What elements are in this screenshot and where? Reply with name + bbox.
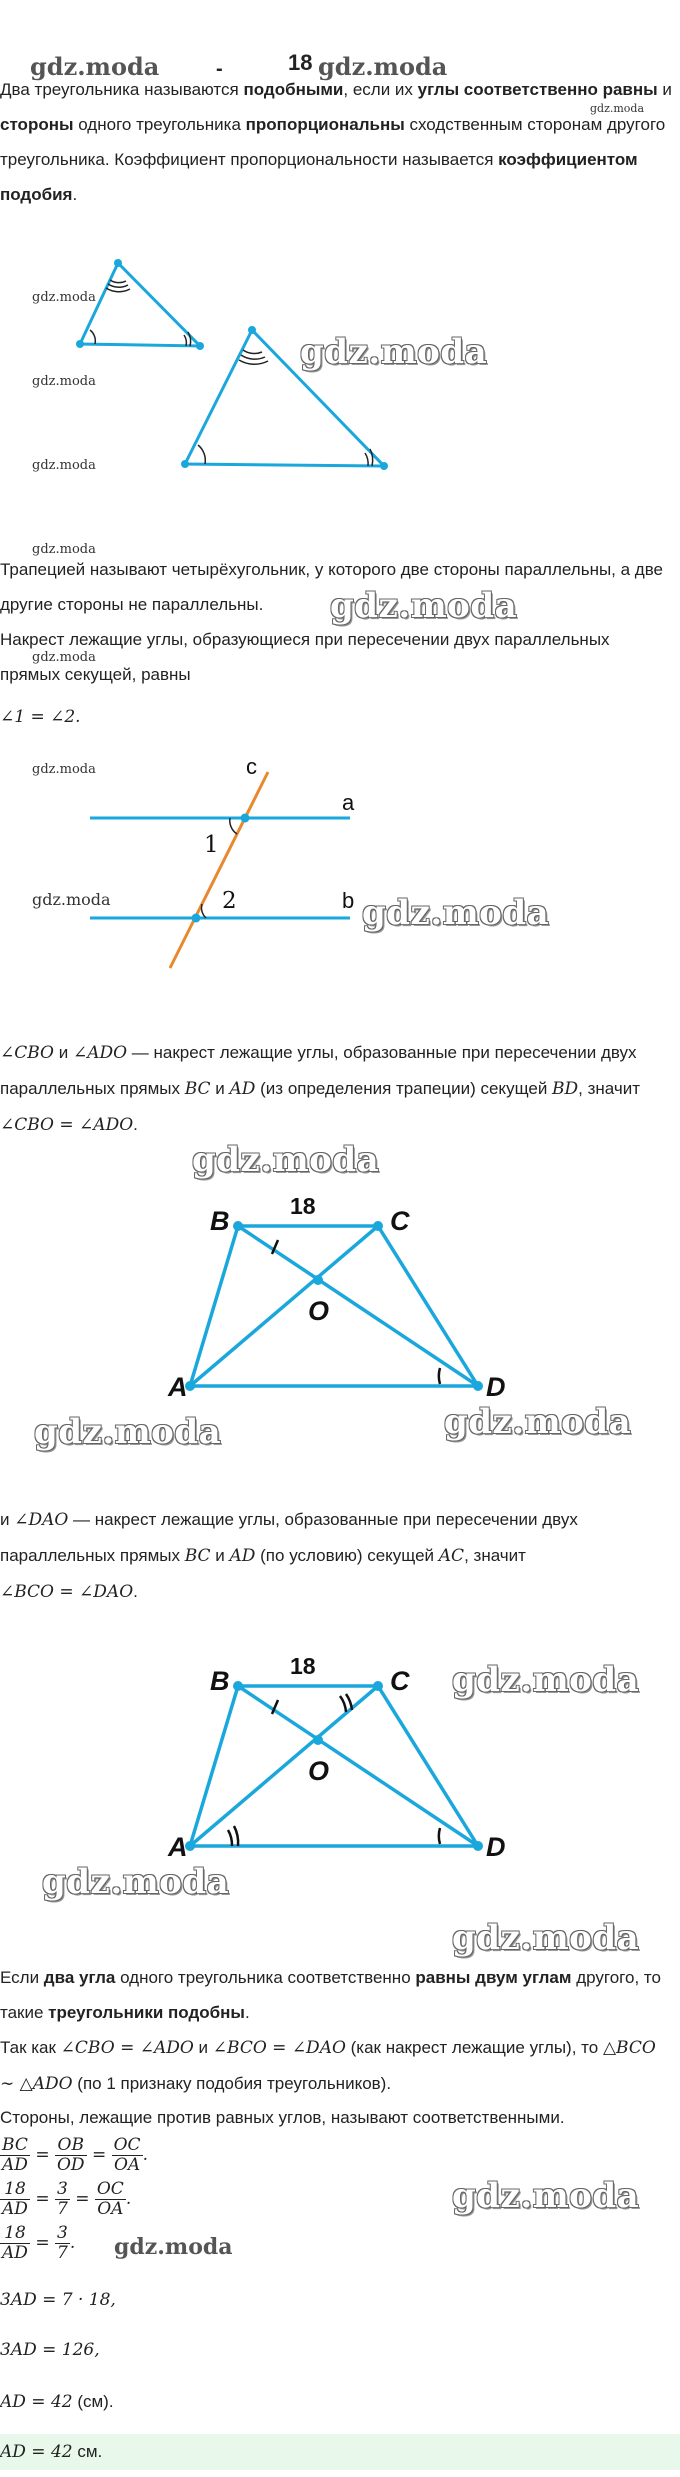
dash-mark: - — [216, 58, 223, 80]
text: Если — [0, 1968, 44, 1987]
watermark: gdz.moda — [192, 1140, 380, 1180]
text: — накрест лежащие углы, образованные при пересечении двух параллельных прямых — [0, 1043, 637, 1098]
fraction — [95, 2180, 126, 2219]
watermark: gdz.moda — [32, 374, 96, 389]
bold-term: стороны — [0, 115, 74, 134]
watermark: gdz.moda — [34, 1412, 222, 1452]
watermark: gdz.moda — [362, 893, 550, 933]
period: . — [125, 2189, 132, 2209]
fraction — [55, 2224, 70, 2263]
numerator: 3 — [56, 2179, 68, 2199]
step1-explanation — [0, 1035, 672, 1143]
vertex-label-c: C — [390, 1666, 410, 1696]
text: , значит — [578, 1079, 641, 1098]
numerator: 18 — [0, 2180, 30, 2200]
line-label-c: c — [246, 754, 257, 779]
fraction — [0, 2224, 30, 2263]
bold-term: подобными — [243, 80, 344, 99]
watermark: gdz.moda — [444, 1402, 632, 1442]
fraction — [0, 2136, 30, 2175]
equation-line-5: 3AD = 126, — [0, 2340, 100, 2360]
numerator: 18 — [0, 2224, 30, 2244]
math: ∠BCO = ∠DAO — [212, 2038, 346, 2058]
watermark: gdz.moda — [452, 1660, 640, 1700]
math: BD — [552, 1079, 579, 1099]
fraction — [112, 2136, 143, 2175]
vertex-label-a: A — [168, 1832, 188, 1862]
watermark: gdz.moda — [452, 2176, 640, 2216]
watermark: gdz.moda — [42, 1862, 230, 1902]
math: BC — [184, 1079, 211, 1099]
denominator: AD — [2, 2243, 28, 2263]
watermark: gdz.moda — [32, 650, 96, 665]
denominator: AD — [2, 2155, 28, 2175]
vertex-label-b: B — [210, 1206, 230, 1236]
ratio-equation-3 — [0, 2224, 75, 2263]
step2-explanation — [0, 1502, 672, 1610]
text: (как накрест лежащие углы), то — [345, 2038, 603, 2057]
watermark: gdz.moda — [452, 1918, 640, 1958]
math: ∠CBO — [0, 1043, 54, 1063]
period: . — [69, 2233, 76, 2253]
bold-term: коэффициентом подобия — [0, 150, 638, 204]
watermark: gdz.moda — [300, 332, 488, 372]
side-length-label: 18 — [290, 1193, 316, 1219]
vertex-label-d: D — [486, 1832, 506, 1862]
text: , если их — [343, 80, 418, 99]
angle-label-2: 2 — [222, 888, 237, 914]
parallel-lines-figure — [0, 750, 680, 970]
numerator: 3 — [56, 2223, 68, 2243]
numerator: OC — [96, 2179, 124, 2199]
text: другого, то такие — [0, 1968, 661, 2022]
watermark: gdz.moda — [32, 290, 96, 305]
math: AD = 42 — [0, 2392, 73, 2412]
watermark: gdz.moda — [30, 52, 160, 81]
text: . — [72, 185, 78, 204]
math: ∠CBO = ∠ADO — [0, 1115, 134, 1135]
alternate-angles-definition: Накрест лежащие углы, образующиеся при пересечении двух параллельных прямых секущей, равны — [0, 630, 610, 684]
equals-sign: = — [75, 2189, 90, 2209]
math: BC — [184, 1546, 211, 1566]
equals-sign: = — [35, 2189, 50, 2209]
denominator: AD — [2, 2199, 28, 2219]
watermark: gdz.moda — [330, 586, 518, 626]
angle-label-1: 1 — [204, 832, 219, 858]
bold-term: два угла — [43, 1968, 116, 1987]
watermark: gdz.moda — [590, 102, 645, 115]
similarity-definition — [0, 72, 672, 212]
vertex-label-d: D — [486, 1372, 506, 1402]
watermark: gdz.moda — [114, 2234, 233, 2260]
fraction — [55, 2180, 70, 2219]
watermark: gdz.moda — [32, 890, 111, 909]
denominator: OD — [56, 2155, 85, 2175]
denominator: OA — [97, 2199, 124, 2219]
watermark: gdz.moda — [32, 762, 96, 777]
math: ∠BCO = ∠DAO — [0, 1582, 134, 1602]
ratio-equation-2 — [0, 2180, 131, 2219]
numerator: OB — [55, 2136, 87, 2156]
text: Так как — [0, 2038, 61, 2057]
text: сходственным сторонам другого треугольника. Коэффициент пропорциональности называется — [0, 115, 666, 169]
vertex-label-c: C — [390, 1206, 410, 1236]
similarity-criterion — [0, 1960, 672, 2030]
text: и — [210, 1079, 230, 1098]
vertex-label-o: O — [308, 1756, 330, 1786]
bold-term: углы соответственно равны — [417, 80, 658, 99]
equals-sign: = — [91, 2145, 107, 2165]
text: одного треугольника — [73, 115, 246, 134]
numerator: BC — [0, 2136, 30, 2156]
text: и — [0, 1510, 15, 1529]
fraction — [55, 2136, 87, 2175]
fraction — [0, 2180, 30, 2219]
math: AD — [229, 1546, 256, 1566]
text: и — [193, 2038, 213, 2057]
ratio-equation-1 — [0, 2136, 148, 2175]
math: AD — [229, 1079, 256, 1099]
text: . — [244, 2003, 250, 2022]
watermark: gdz.moda — [32, 542, 96, 557]
text: (по условию) секущей — [255, 1546, 439, 1565]
unit: (см). — [72, 2392, 114, 2411]
similarity-conclusion — [0, 2030, 672, 2102]
equals-sign: = — [35, 2145, 50, 2165]
unit: см. — [72, 2442, 103, 2461]
equation-line-4: 3AD = 7 · 18, — [0, 2290, 116, 2310]
text: . — [133, 1115, 138, 1134]
math: ∠CBO = ∠ADO — [60, 2038, 194, 2058]
text: — накрест лежащие углы, образованные при пересечении двух параллельных прямых — [0, 1510, 578, 1565]
math: ∠ADO — [72, 1043, 128, 1063]
trapezoid-definition: Трапецией называют четырёхугольник, у которого две стороны параллельны, а две другие стороны не параллельны. — [0, 560, 664, 614]
line-label-b: b — [342, 888, 355, 913]
equation-line-6 — [0, 2392, 114, 2412]
math: AD = 42 — [0, 2442, 73, 2462]
bold-term: пропорциональны — [245, 115, 405, 134]
angles-equation: ∠1 = ∠2. — [0, 707, 81, 727]
final-answer — [0, 2442, 102, 2462]
task-number: 18 — [288, 50, 313, 75]
text: Два треугольника называются — [0, 80, 244, 99]
text: и — [657, 80, 672, 99]
text: , значит — [464, 1546, 526, 1565]
math: △BCO ∼ △ADO — [0, 2038, 656, 2094]
text: (по 1 признаку подобия треугольников). — [72, 2074, 392, 2093]
text: и — [210, 1546, 230, 1565]
text: (из определения трапеции) секущей — [255, 1079, 553, 1098]
denominator: OA — [113, 2155, 141, 2175]
trapezoid-figure-1 — [0, 1180, 680, 1420]
vertex-label-a: A — [168, 1372, 188, 1402]
period: . — [142, 2145, 148, 2165]
bold-term: равны двум углам — [415, 1968, 572, 1987]
denominator: 7 — [56, 2199, 68, 2219]
text: . — [133, 1582, 138, 1601]
text: и — [54, 1043, 73, 1062]
line-label-a: a — [342, 790, 355, 815]
bold-term: треугольники подобны — [48, 2003, 245, 2022]
numerator: OC — [113, 2135, 141, 2155]
watermark: gdz.moda — [318, 52, 448, 81]
corresponding-sides-note: Стороны, лежащие против равных углов, называют соответственными. — [0, 2108, 565, 2127]
vertex-label-b: B — [210, 1666, 230, 1696]
text: одного треугольника соответственно — [115, 1968, 416, 1987]
denominator: 7 — [56, 2243, 68, 2263]
vertex-label-o: O — [308, 1296, 330, 1326]
math: ∠DAO — [14, 1510, 69, 1530]
math: AC — [438, 1546, 465, 1566]
watermark: gdz.moda — [32, 458, 96, 473]
side-length-label: 18 — [290, 1653, 316, 1679]
equals-sign: = — [35, 2233, 50, 2253]
